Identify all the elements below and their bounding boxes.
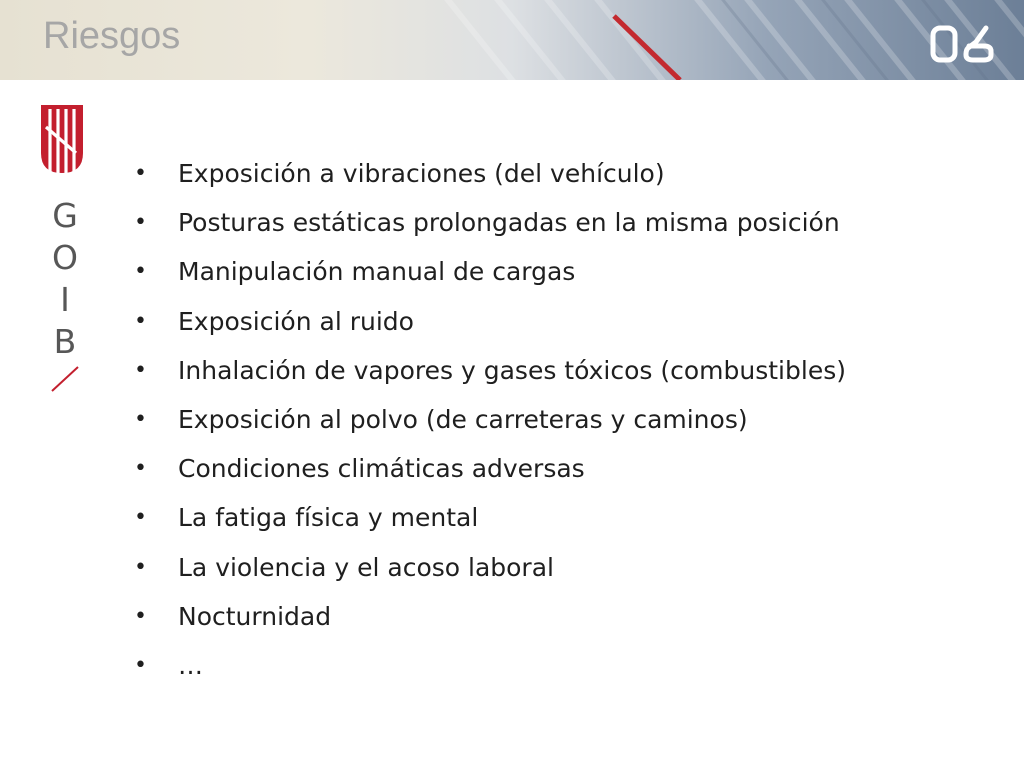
risk-item-text: La fatiga física y mental [178,503,479,533]
bullet-marker: • [134,259,147,285]
risk-item-text: Posturas estáticas prolongadas en la misma posición [178,208,840,238]
risk-item-text: Exposición a vibraciones (del vehículo) [178,159,665,188]
bullet-marker: • [134,210,147,236]
bullet-marker: • [134,554,147,580]
goib-letter-i: I [60,280,70,319]
risk-item [130,496,990,545]
risk-item-text: Inhalación de vapores y gases tóxicos (combustibles) [178,355,846,385]
risk-item [130,398,990,447]
bullet-marker: • [134,357,147,383]
goib-crest-icon [36,105,88,175]
risk-list [130,152,990,693]
bullet-marker: • [134,308,147,334]
risk-item-text: Manipulación manual de cargas [178,257,576,287]
slide-title: Riesgos [43,15,181,57]
goib-red-slash [36,365,88,395]
risk-item [130,201,990,250]
banner-red-stripe [614,16,680,80]
risk-item [130,447,990,496]
risk-item [130,250,990,299]
risk-item-text: La violencia y el acoso laboral [178,552,554,582]
risk-item [130,300,990,349]
bullet-marker: • [134,603,147,629]
bullet-marker: • [134,161,147,186]
risk-item [130,546,990,595]
risk-item-text: Condiciones climáticas adversas [178,454,585,484]
bullet-marker: • [134,456,147,482]
goib-letter-g: G [52,196,78,235]
goib-letter-o: O [52,238,78,277]
header-banner [0,0,1024,80]
risk-item-text: Exposición al ruido [178,306,414,336]
risk-item [130,644,990,693]
bullet-marker: • [134,652,147,678]
risk-item-text: … [178,650,203,680]
risk-item [130,349,990,398]
risk-item-text: Exposición al polvo (de carreteras y caminos) [178,404,748,434]
slide-number [930,24,996,66]
bullet-marker: • [134,406,147,432]
goib-logo [36,100,96,400]
bullet-marker: • [134,505,147,531]
risk-item-text: Nocturnidad [178,601,332,631]
goib-letter-b: B [53,322,77,361]
risk-item [130,595,990,644]
risk-item [130,152,990,201]
